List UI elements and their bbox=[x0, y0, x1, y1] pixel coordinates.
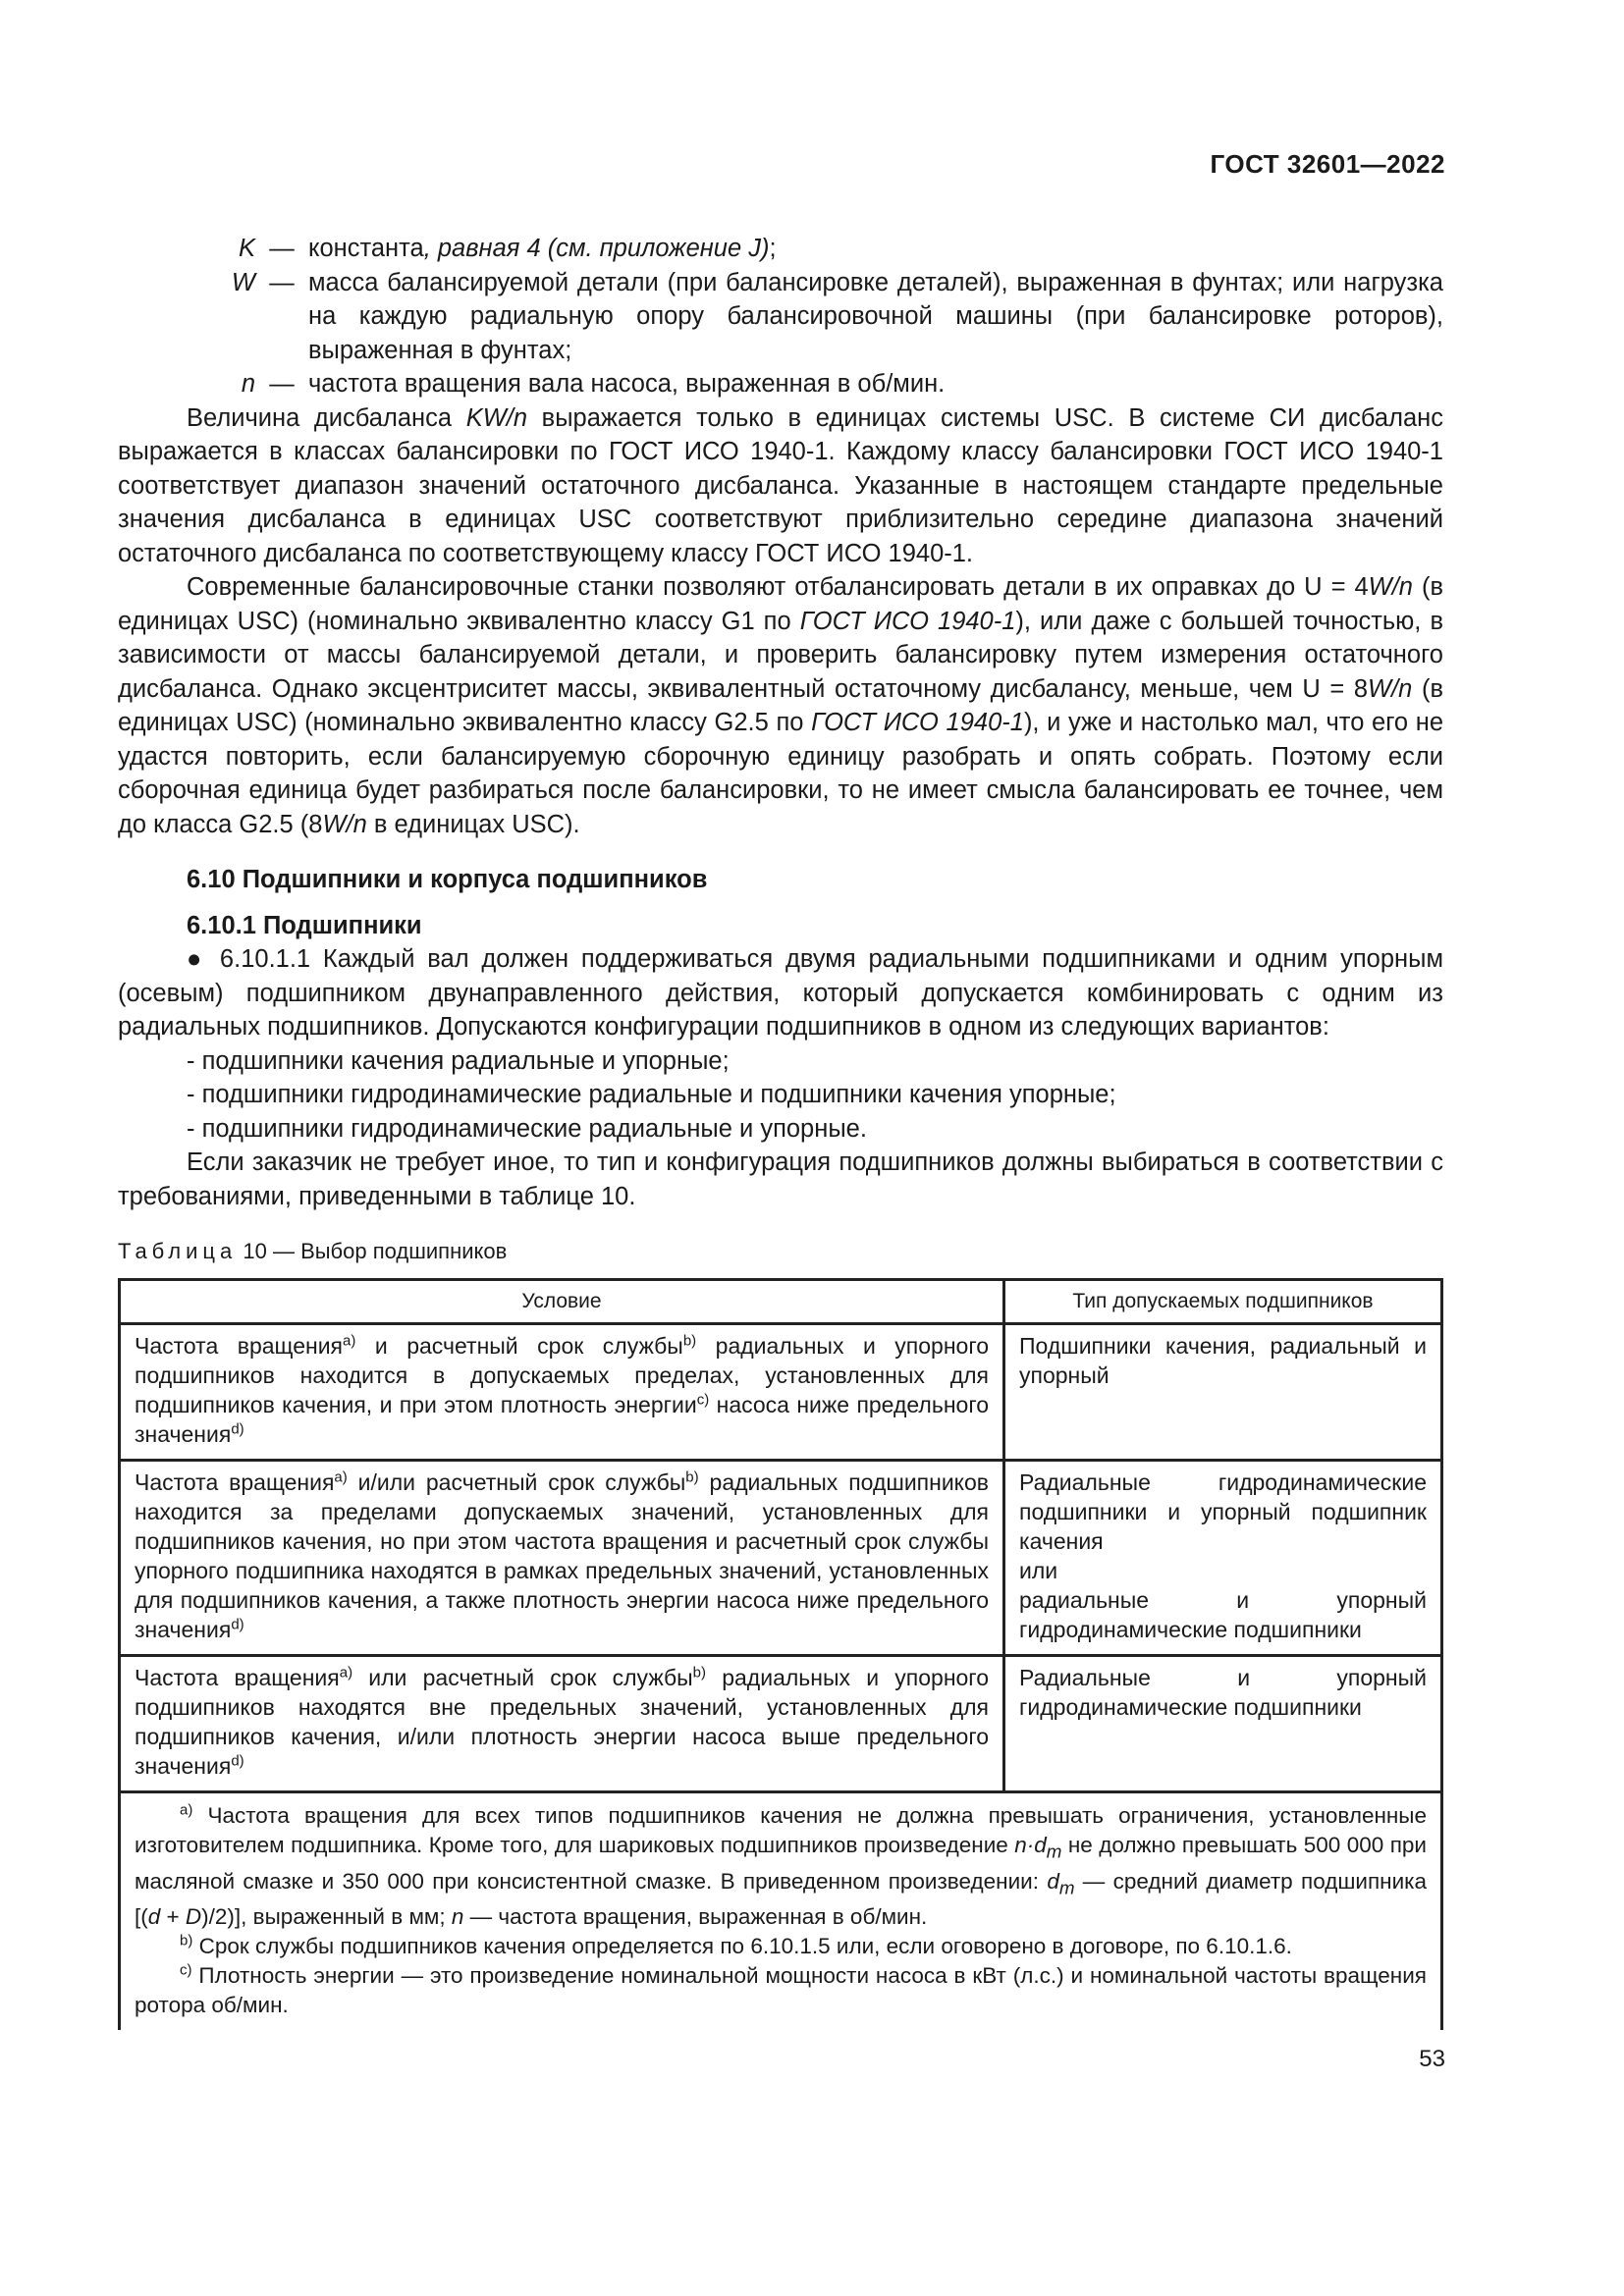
document-code-header: ГОСТ 32601—2022 bbox=[1210, 149, 1445, 179]
subsection-heading: 6.10.1 Подшипники bbox=[187, 911, 422, 939]
table-row bbox=[120, 1461, 1442, 1656]
text-run: Частота вращения bbox=[135, 1333, 344, 1359]
text-run-italic: KW/n bbox=[465, 403, 528, 432]
footnote-label: c) bbox=[180, 1961, 192, 1979]
page-body bbox=[118, 232, 1443, 2030]
text-run-italic: ГОСТ ИСО 1940-1 bbox=[799, 607, 1016, 635]
cell-line: радиальные и упорный гидродинамические подшипники bbox=[1019, 1587, 1427, 1642]
footnote-ref: d) bbox=[231, 1752, 244, 1770]
footnote-ref: d) bbox=[231, 1420, 244, 1438]
definition-n bbox=[118, 367, 1443, 401]
cell-line: Радиальные гидродинамические подшипники и упорный подшипник качения bbox=[1019, 1469, 1427, 1554]
text-run: и/или расчетный срок службы bbox=[347, 1469, 686, 1495]
text-run: ), или даже с большей точностью, в зависимости от массы балансируемой детали, и проверить балансировку путем измерения остаточного дисбаланса. Однако эксцентриситет массы, эквивалентный остаточному дисбалансу, меньше, чем U = 8 bbox=[118, 607, 1443, 703]
footnote-label: b) bbox=[180, 1932, 193, 1949]
text-run-italic: ГОСТ ИСО 1940-1 bbox=[811, 709, 1024, 736]
table-cell-bearing-type: Радиальные и упорный гидродинамические подшипники bbox=[1004, 1656, 1442, 1792]
text-run-subscript: m bbox=[1058, 1877, 1075, 1897]
list-item: - подшипники гидродинамические радиальные и упорные. bbox=[187, 1114, 867, 1143]
text-run: радиальных подшипников находится за пределами допускаемых значений, установленных для подшипников качения, но при этом частота вращения и расчетный срок службы упорного подшипника находятся в рамках предельных значений, установленных для подшипников качения, а также плотность энергии насоса ниже предельного значения bbox=[135, 1469, 989, 1642]
definition-symbol: W bbox=[231, 268, 255, 296]
section-heading: 6.10 Подшипники и корпуса подшипников bbox=[187, 866, 708, 893]
definition-text: частота вращения вала насоса, выраженная в об/мин. bbox=[308, 370, 946, 398]
definition-text-tail: ; bbox=[769, 235, 777, 262]
table-caption-title: 10 — Выбор подшипников bbox=[237, 1239, 508, 1263]
definition-text bbox=[308, 232, 1443, 266]
text-run-italic: d bbox=[1047, 1868, 1059, 1894]
text-run: Частота вращения bbox=[135, 1665, 340, 1690]
text-run: Срок службы подшипников качения определяется по 6.10.1.5 или, если оговорено в договоре, по 6.10.1.6. bbox=[192, 1934, 1292, 1958]
footnote-a bbox=[135, 1801, 1427, 1932]
text-run: ), и уже и настолько мал, что его не удастся повторить, если балансируемую сборочную единицу разобрать и опять собрать. Поэтому если сборочная единица будет разбираться после балансировки, то не имеет смысла балансировать ее точнее, чем до класса G2.5 (8 bbox=[118, 709, 1444, 838]
text-run: радиальных и упорного подшипников находятся вне предельных значений, установленных для подшипников качения, и/или плотность энергии насоса выше предельного значения bbox=[135, 1665, 989, 1779]
text-run-italic: d bbox=[147, 1904, 161, 1929]
definition-w bbox=[118, 266, 1443, 368]
definition-symbol: K bbox=[238, 235, 255, 262]
text-run: или расчетный срок службы bbox=[352, 1665, 693, 1690]
table-cell-bearing-type bbox=[1004, 1461, 1442, 1656]
footnote-label: a) bbox=[180, 1801, 193, 1819]
footnote-ref: c) bbox=[696, 1391, 710, 1409]
footnote-ref: b) bbox=[685, 1468, 699, 1486]
paragraph-balancing-machines bbox=[118, 570, 1443, 841]
text-run: (в единицах USC) (номинально эквивалентно классу G1 по bbox=[118, 573, 1444, 635]
bearing-selection-table bbox=[118, 1278, 1443, 2030]
table-notes bbox=[120, 1792, 1442, 2031]
footnote-ref: a) bbox=[343, 1332, 356, 1350]
column-header-condition: Условие bbox=[120, 1280, 1004, 1324]
text-run: )/2)], выраженный в мм; bbox=[201, 1904, 452, 1929]
text-run: Частота вращения для всех типов подшипников качения не должна превышать ограничения, установленные изготовителем подшипника. Кроме того, для шариковых подшипников произведение bbox=[135, 1803, 1427, 1857]
footnote-ref: b) bbox=[692, 1664, 707, 1682]
text-run-italic: W/n bbox=[322, 810, 367, 838]
definition-dash: — bbox=[269, 235, 295, 262]
table-header-row bbox=[120, 1280, 1442, 1324]
table-cell-condition bbox=[120, 1461, 1004, 1656]
text-run: в единицах USC). bbox=[366, 810, 580, 838]
text-run: и расчетный срок службы bbox=[355, 1333, 683, 1359]
definition-text: масса балансируемой детали (при балансировке деталей), выраженная в фунтах; или нагрузка на каждую радиальную опору балансировочной машины (при балансировке роторов), выраженная в фунтах; bbox=[308, 268, 1443, 364]
definition-dash: — bbox=[269, 370, 295, 398]
text-run: (в единицах USC) (номинально эквивалентно классу G2.5 по bbox=[118, 674, 1443, 736]
table-cell-bearing-type: Подшипники качения, радиальный и упорный bbox=[1004, 1324, 1442, 1461]
definition-text-italic: , равная 4 (см. приложение J) bbox=[423, 235, 770, 262]
footnote-b bbox=[135, 1932, 1427, 1961]
definition-symbol: n bbox=[241, 370, 255, 398]
table-cell-condition bbox=[120, 1324, 1004, 1461]
definition-text-plain: константа bbox=[308, 235, 424, 262]
list-item: - подшипники гидродинамические радиальные и подшипники качения упорные; bbox=[187, 1081, 1116, 1108]
text-run: Плотность энергии — это произведение номинальной мощности насоса в кВт (л.с.) и номинальной частоты вращения ротора об/мин. bbox=[135, 1963, 1427, 2017]
paragraph-table-reference: Если заказчик не требует иное, то тип и конфигурация подшипников должны выбираться в соответствии с требованиями, приведенными в таблице 10. bbox=[118, 1148, 1443, 1210]
footnote-c bbox=[135, 1961, 1427, 2020]
text-run: Частота вращения bbox=[135, 1469, 335, 1495]
text-run: Современные балансировочные станки позволяют отбалансировать детали в их оправках до U = 4 bbox=[187, 573, 1369, 601]
text-run: — средний диаметр подшипника [( bbox=[135, 1868, 1427, 1929]
definition-k bbox=[118, 232, 1443, 266]
text-run: выражается только в единицах системы USC. В системе СИ дисбаланс выражается в классах балансировки по ГОСТ ИСО 1940-1. Каждому классу балансировки ГОСТ ИСО 1940-1 соответствует диапазон значений остаточного дисбаланса. Указанные в настоящем стандарте предельные значения дисбаланса в единицах USC соответствуют приблизительно середине диапазона значений остаточного дисбаланса по соответствующему классу ГОСТ ИСО 1940-1. bbox=[118, 403, 1443, 567]
table-caption-label: Таблица bbox=[118, 1239, 238, 1263]
text-run-italic: W/n bbox=[1368, 674, 1413, 703]
text-run-italic: W/n bbox=[1368, 573, 1413, 601]
list-item: - подшипники качения радиальные и упорные; bbox=[187, 1046, 730, 1075]
text-run: не должно превышать 500 000 при масляной смазке и 350 000 при консистентной смазке. В приведенном произведении: bbox=[135, 1833, 1427, 1894]
table-cell-condition bbox=[120, 1656, 1004, 1792]
text-run: + bbox=[160, 1904, 186, 1929]
table-row bbox=[120, 1656, 1442, 1792]
page-number: 53 bbox=[1419, 2046, 1445, 2072]
text-run-italic: D bbox=[185, 1904, 202, 1929]
paragraph-imbalance-units bbox=[118, 401, 1443, 571]
footnote-ref: d) bbox=[231, 1616, 244, 1633]
cell-line: или bbox=[1019, 1558, 1058, 1583]
text-run: Величина дисбаланса bbox=[187, 403, 466, 432]
footnote-ref: a) bbox=[339, 1664, 353, 1682]
text-run-italic: n·d bbox=[1014, 1833, 1047, 1857]
table-row bbox=[120, 1324, 1442, 1461]
text-run: — частота вращения, выраженная в об/мин. bbox=[463, 1904, 928, 1929]
paragraph-bearing-requirements: ● 6.10.1.1 Каждый вал должен поддерживаться двумя радиальными подшипниками и одним упорным (осевым) подшипником двунаправленного действия, который допускается комбинировать с одним из радиальных подшипников. Допускаются конфигурации подшипников в одном из следующих вариантов: bbox=[118, 945, 1443, 1041]
definition-dash: — bbox=[269, 268, 295, 296]
text-run-subscript: m bbox=[1046, 1841, 1062, 1862]
table-caption bbox=[118, 1237, 1443, 1266]
text-run: насоса ниже предельного значения bbox=[135, 1392, 989, 1447]
footnote-ref: b) bbox=[682, 1332, 697, 1350]
text-run: радиальных и упорного подшипников находится в допускаемых пределах, установленных для подшипников качения, и при этом плотность энергии bbox=[135, 1333, 989, 1417]
text-run-italic: n bbox=[451, 1904, 464, 1929]
table-notes-row bbox=[120, 1792, 1442, 2031]
footnote-ref: a) bbox=[334, 1468, 348, 1486]
column-header-bearing-type: Тип допускаемых подшипников bbox=[1004, 1280, 1442, 1324]
